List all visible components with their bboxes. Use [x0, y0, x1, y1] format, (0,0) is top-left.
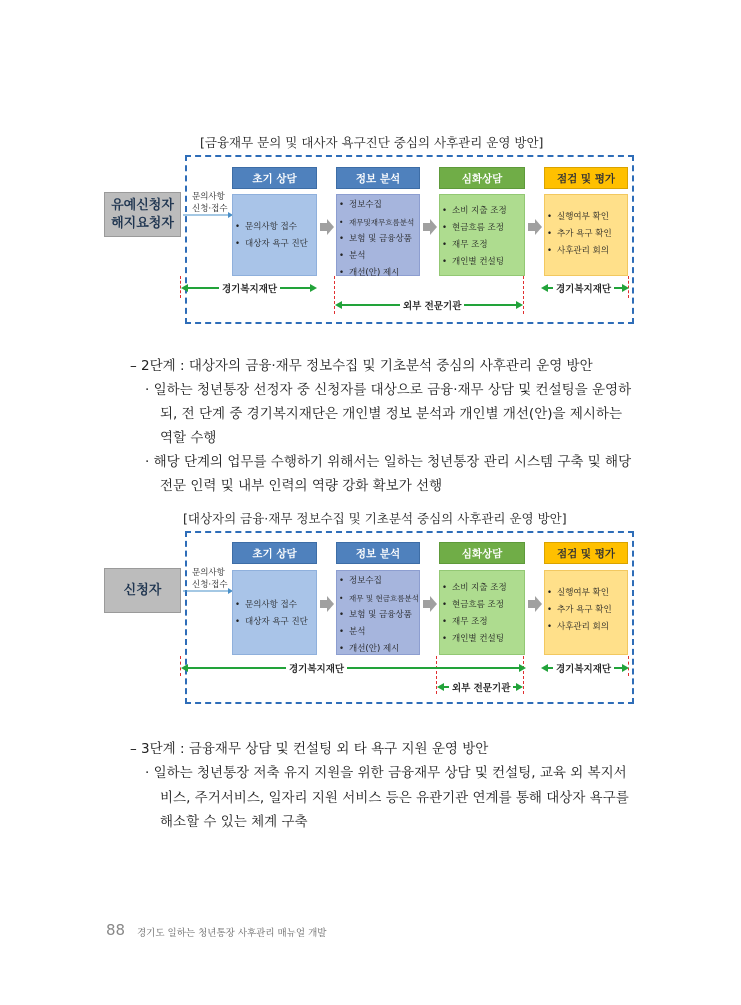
stage-header-evaluation: 점검 및 평가 — [544, 542, 628, 564]
inquiry-arrow-icon — [182, 586, 234, 596]
stage-item: • 정보수집 — [337, 197, 419, 214]
inquiry-arrow-icon — [182, 210, 234, 220]
stage-item: • 대상자 욕구 진단 — [233, 236, 316, 253]
stage-item: • 재무 조정 — [440, 237, 524, 254]
range-label-foundation: 경기복지재단 — [553, 281, 614, 295]
range-label-foundation: 경기복지재단 — [553, 661, 614, 675]
stage-item: • 개인별 컨설팅 — [440, 254, 524, 271]
stage-box-deep — [439, 570, 525, 655]
section2-line: 전문 인력 및 내부 인력의 역량 강화 확보가 선행 — [160, 478, 443, 494]
client-label: 유예신청자 — [111, 197, 174, 213]
stage-box-analysis — [336, 570, 420, 655]
stage-header-deep: 심화상담 — [439, 542, 525, 564]
stage-item: • 보험 및 금융상품 — [337, 607, 419, 624]
range-label-foundation: 경기복지재단 — [219, 281, 280, 295]
stage-item: • 재무 조정 — [440, 614, 524, 631]
flow-arrow-icon — [423, 219, 437, 235]
flow-arrow-icon — [423, 596, 437, 612]
stage-header-analysis: 정보 분석 — [336, 542, 420, 564]
stage-header-initial: 초기 상담 — [232, 167, 317, 189]
stage-item: • 정보수집 — [337, 573, 419, 590]
section3-heading: – 3단계 : 금융재무 상담 및 컨설팅 외 타 욕구 지원 운영 방안 — [130, 741, 489, 757]
footer-title: 경기도 일하는 청년통장 사후관리 매뉴얼 개발 — [137, 928, 327, 939]
section3-line: 해소할 수 있는 체계 구축 — [160, 814, 308, 830]
stage-item: • 개선(안) 제시 — [337, 641, 419, 658]
inquiry-line: 신청·접수 — [192, 204, 228, 214]
stage-header-analysis: 정보 분석 — [336, 167, 420, 189]
range-label-external: 외부 전문기관 — [449, 680, 513, 694]
stage-item: • 실행여부 확인 — [545, 209, 627, 226]
section2-heading: – 2단계 : 대상자의 금융·재무 정보수집 및 기초분석 중심의 사후관리 운영 방안 — [130, 358, 593, 374]
page-number: 88 — [106, 921, 126, 939]
section2-line: 역할 수행 — [160, 430, 217, 446]
diagram2-client-box — [104, 568, 181, 613]
range-label-external: 외부 전문기관 — [400, 298, 464, 312]
stage-item: • 추가 욕구 확인 — [545, 226, 627, 243]
section3-line: · 일하는 청년통장 저축 유지 지원을 위한 금융재무 상담 및 컨설팅, 교육 외 복지서 — [145, 765, 627, 781]
stage-item: • 재무 및 현금흐름분석 — [337, 590, 419, 607]
client-label: 신청자 — [123, 582, 162, 598]
stage-item: • 현금흐름 조정 — [440, 220, 524, 237]
stage-item: • 사후관리 회의 — [545, 243, 627, 260]
inquiry-line: 신청·접수 — [192, 580, 228, 590]
range-arrow-icon — [181, 663, 526, 673]
range-divider — [523, 656, 524, 694]
flow-arrow-icon — [320, 219, 334, 235]
stage-item: • 개인별 컨설팅 — [440, 631, 524, 648]
stage-box-initial — [232, 194, 317, 276]
stage-item: • 문의사항 접수 — [233, 597, 316, 614]
range-label-foundation: 경기복지재단 — [286, 661, 347, 675]
stage-item: • 보험 및 금융상품 — [337, 231, 419, 248]
section3-line: 비스, 주거서비스, 일자리 지원 서비스 등은 유관기관 연계를 통해 대상자 욕구를 — [160, 790, 629, 806]
diagram2-caption: [대상자의 금융·재무 정보수집 및 기초분석 중심의 사후관리 운영 방안] — [183, 511, 567, 526]
stage-item: • 소비 지출 조정 — [440, 203, 524, 220]
stage-item: • 재무및재무흐름분석 — [337, 214, 419, 231]
stage-header-evaluation: 점검 및 평가 — [544, 167, 628, 189]
client-label: 해지요청자 — [111, 215, 174, 231]
stage-box-evaluation — [544, 570, 628, 655]
stage-item: • 사후관리 회의 — [545, 619, 627, 636]
diagram1-client-box — [104, 192, 181, 237]
stage-item: • 문의사항 접수 — [233, 219, 316, 236]
section2-line: · 해당 단계의 업무를 수행하기 위해서는 일하는 청년통장 관리 시스템 구축 및 해당 — [145, 454, 632, 470]
stage-box-deep — [439, 194, 525, 276]
section2-line: · 일하는 청년통장 선정자 중 신청자를 대상으로 금융·재무 상담 및 컨설팅을 운영하 — [145, 382, 632, 398]
stage-box-analysis — [336, 194, 420, 276]
flow-arrow-icon — [528, 219, 542, 235]
stage-item: • 현금흐름 조정 — [440, 597, 524, 614]
diagram1-caption: [금융재무 문의 및 대사자 욕구진단 중심의 사후관리 운영 방안] — [200, 135, 544, 150]
stage-item: • 개선(안) 제시 — [337, 265, 419, 282]
section2-line: 되, 전 단계 중 경기복지재단은 개인별 정보 분석과 개인별 개선(안)을 제시하는 — [160, 406, 623, 422]
stage-item: • 대상자 욕구 진단 — [233, 614, 316, 631]
stage-box-initial — [232, 570, 317, 655]
inquiry-line: 문의사항 — [192, 192, 225, 202]
flow-arrow-icon — [320, 596, 334, 612]
stage-item: • 분석 — [337, 248, 419, 265]
stage-item: • 추가 욕구 확인 — [545, 602, 627, 619]
stage-header-deep: 심화상담 — [439, 167, 525, 189]
stage-item: • 소비 지출 조정 — [440, 580, 524, 597]
stage-item: • 실행여부 확인 — [545, 585, 627, 602]
range-divider — [523, 276, 524, 314]
inquiry-line: 문의사항 — [192, 568, 225, 578]
stage-header-initial: 초기 상담 — [232, 542, 317, 564]
flow-arrow-icon — [528, 596, 542, 612]
stage-box-evaluation — [544, 194, 628, 276]
stage-item: • 분석 — [337, 624, 419, 641]
